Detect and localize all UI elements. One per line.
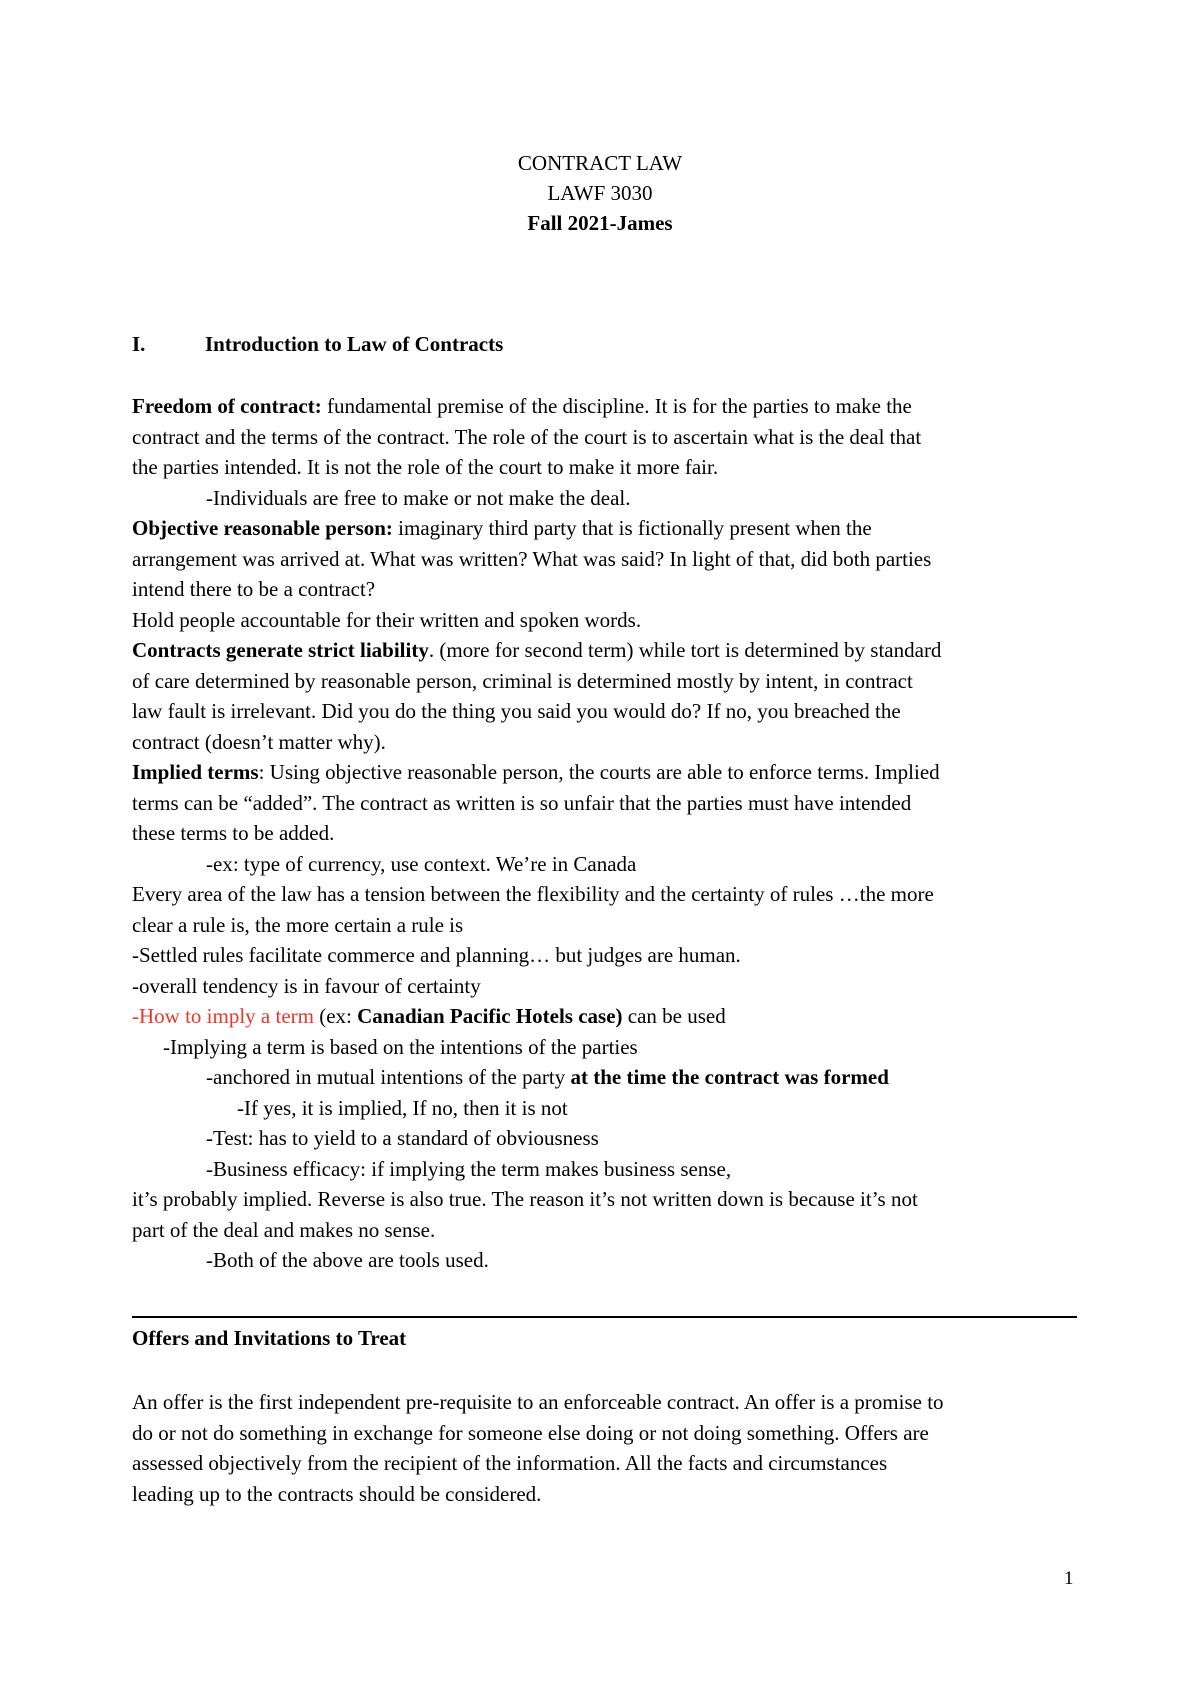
title-block — [0, 148, 1200, 238]
term-objective-reasonable-person: Objective reasonable person: — [132, 516, 393, 540]
paragraph-line — [132, 513, 1082, 544]
line-text: -anchored in mutual intentions of the party — [206, 1065, 571, 1089]
paragraph-line — [132, 1062, 1082, 1093]
paragraph-line — [132, 391, 1082, 422]
paragraph-line: -Test: has to yield to a standard of obviousness — [206, 1126, 599, 1150]
section-heading-1 — [132, 332, 503, 357]
term-instructor: Fall 2021-James — [527, 211, 673, 235]
section-body-2 — [132, 1387, 1082, 1509]
line-text: fundamental premise of the discipline. It is for the parties to make the — [321, 394, 912, 418]
paragraph-line: assessed objectively from the recipient of the information. All the facts and circumstances — [132, 1451, 888, 1475]
paragraph-line: terms can be “added”. The contract as written is so unfair that the parties must have intended — [132, 790, 912, 815]
section-title: Introduction to Law of Contracts — [205, 332, 504, 356]
paragraph-line: -overall tendency is in favour of certainty — [132, 973, 481, 998]
section-heading-2: Offers and Invitations to Treat — [132, 1326, 407, 1350]
emphasis-time-contract-formed: at the time the contract was formed — [570, 1065, 889, 1089]
paragraph-line: intend there to be a contract? — [132, 577, 376, 601]
line-text: (ex: — [313, 1004, 358, 1028]
paragraph-line: contract and the terms of the contract. The role of the court is to ascertain what is the deal that — [132, 424, 922, 449]
paragraph-line: part of the deal and makes no sense. — [132, 1217, 436, 1242]
paragraph-line: -Both of the above are tools used. — [206, 1248, 489, 1272]
paragraph-line: it’s probably implied. Reverse is also true. The reason it’s not written down is because it’s not — [132, 1187, 918, 1211]
term-freedom-of-contract: Freedom of contract: — [132, 394, 322, 418]
line-text: imaginary third party that is fictionally present when the — [392, 516, 872, 540]
line-text: - — [132, 1004, 139, 1028]
paragraph-line — [132, 757, 1082, 788]
line-text: can be used — [622, 1004, 726, 1028]
paragraph-line: arrangement was arrived at. What was written? What was said? In light of that, did both parties — [132, 546, 932, 571]
paragraph-line: -Implying a term is based on the intentions of the parties — [163, 1034, 638, 1059]
case-name: Canadian Pacific Hotels case) — [357, 1004, 623, 1028]
section-divider — [132, 1316, 1077, 1318]
paragraph-line: Hold people accountable for their written and spoken words. — [132, 607, 642, 632]
paragraph-line: these terms to be added. — [132, 821, 335, 845]
term-strict-liability: Contracts generate strict liability — [132, 638, 429, 662]
paragraph-line: An offer is the first independent pre-requisite to an enforceable contract. An offer is a promise to — [132, 1390, 944, 1414]
course-code: LAWF 3030 — [547, 181, 653, 205]
page-number: 1 — [1064, 1568, 1074, 1589]
line-text: : Using objective reasonable person, the courts are able to enforce terms. Implied — [258, 760, 940, 784]
paragraph-line: Every area of the law has a tension between the flexibility and the certainty of rules …the more — [132, 882, 934, 906]
course-title: CONTRACT LAW — [517, 151, 683, 175]
paragraph-line: do or not do something in exchange for someone else doing or not doing something. Offers are — [132, 1420, 929, 1445]
term-implied-terms: Implied terms — [132, 760, 259, 784]
paragraph-line — [132, 1001, 1082, 1032]
highlight-how-to-imply-a-term: How to imply a term — [139, 1004, 314, 1028]
paragraph-line: the parties intended. It is not the role of the court to make it more fair. — [132, 455, 719, 479]
paragraph-line: contract (doesn’t matter why). — [132, 729, 386, 754]
paragraph-line: -If yes, it is implied, If no, then it is not — [237, 1095, 568, 1120]
paragraph-line: -Business efficacy: if implying the term makes business sense, — [206, 1156, 732, 1181]
paragraph-line: clear a rule is, the more certain a rule is — [132, 912, 464, 937]
section-body-1 — [132, 391, 1082, 1276]
paragraph-line: law fault is irrelevant. Did you do the thing you said you would do? If no, you breached the — [132, 699, 901, 723]
paragraph-line: -Individuals are free to make or not make the deal. — [206, 485, 631, 510]
paragraph-line: leading up to the contracts should be considered. — [132, 1481, 542, 1506]
paragraph-line — [132, 635, 1082, 666]
paragraph-line: -ex: type of currency, use context. We’re in Canada — [206, 851, 637, 876]
section-number: I. — [132, 332, 146, 356]
paragraph-line: -Settled rules facilitate commerce and planning… but judges are human. — [132, 943, 741, 967]
line-text: . (more for second term) while tort is determined by standard — [428, 638, 942, 662]
paragraph-line: of care determined by reasonable person, criminal is determined mostly by intent, in contract — [132, 668, 913, 693]
